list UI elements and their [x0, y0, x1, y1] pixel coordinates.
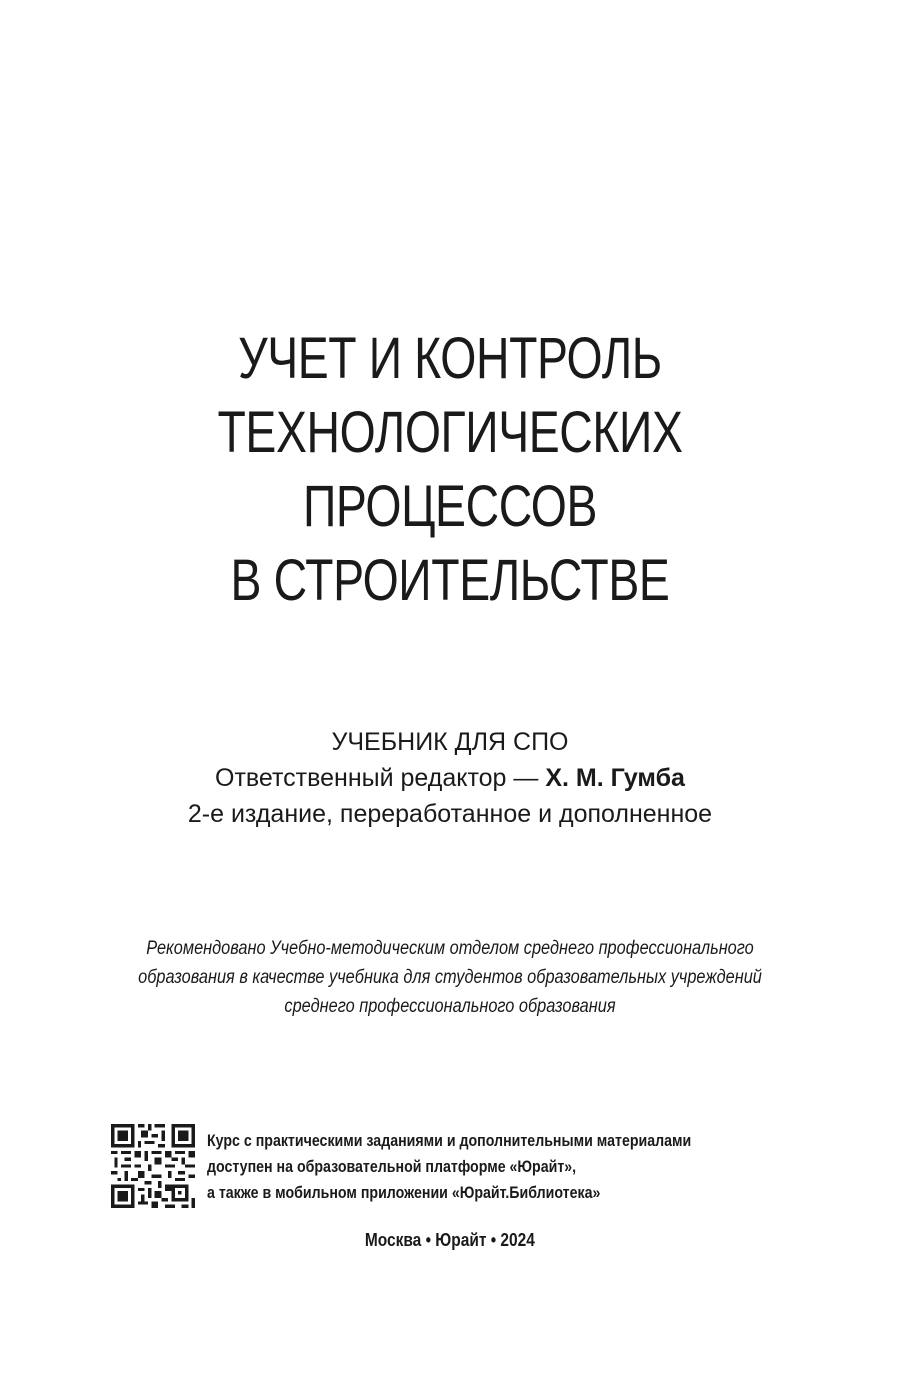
book-title: [0, 322, 900, 618]
title-line-4: В СТРОИТЕЛЬСТВЕ: [230, 548, 670, 613]
course-info: [207, 1128, 847, 1206]
book-type: УЧЕБНИК ДЛЯ СПО: [331, 728, 569, 756]
editor-line: [0, 760, 900, 796]
editor-prefix: Ответственный редактор —: [215, 764, 546, 792]
recommendation-line-2: образования в качестве учебника для студентов образовательных учреждений: [138, 967, 762, 988]
subtitle-block: [0, 724, 900, 832]
edition-line: 2-е издание, переработанное и дополненное: [187, 800, 713, 828]
course-info-line-3: а также в мобильном приложении «Юрайт.Библиотека»: [207, 1184, 601, 1202]
title-line-2: ТЕХНОЛОГИЧЕСКИХ: [217, 400, 683, 465]
course-info-line-2: доступен на образовательной платформе «Юрайт»,: [207, 1158, 577, 1176]
recommendation-line-3: среднего профессионального образования: [284, 996, 616, 1017]
imprint-text: Москва • Юрайт • 2024: [364, 1230, 536, 1250]
title-line-1: УЧЕТ И КОНТРОЛЬ: [238, 326, 662, 391]
recommendation-line-1: Рекомендовано Учебно-методическим отделом среднего профессионального: [146, 938, 754, 959]
title-line-3: ПРОЦЕССОВ: [302, 474, 598, 539]
course-info-line-1: Курс с практическими заданиями и дополнительными материалами: [207, 1132, 692, 1150]
imprint: [0, 1226, 900, 1254]
qr-code-icon[interactable]: [111, 1124, 195, 1208]
recommendation-block: [0, 934, 900, 1021]
editor-name: Х. М. Гумба: [545, 764, 685, 792]
